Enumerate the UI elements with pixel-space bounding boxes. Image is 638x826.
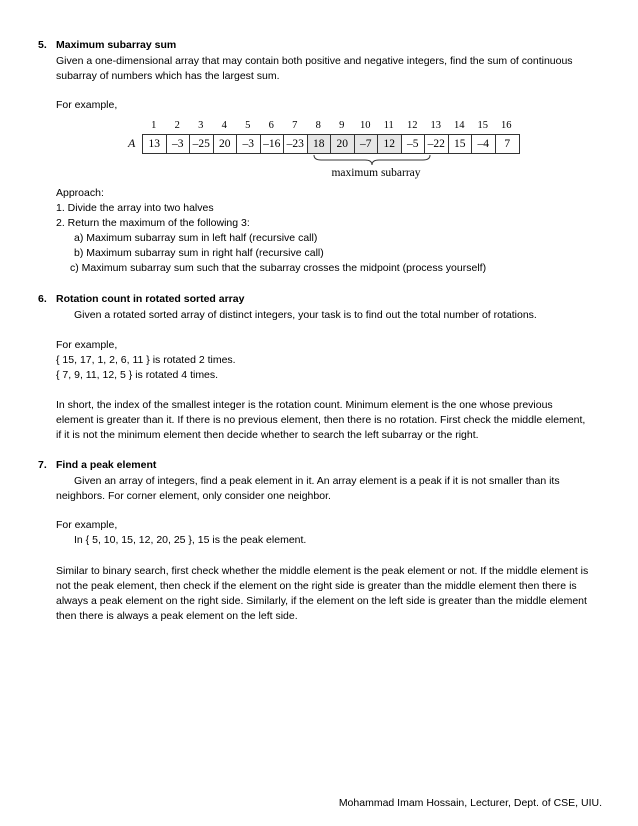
q6-note-line3: if it is not the minimum element then decide whether to search the left subarray or the right. bbox=[56, 429, 479, 441]
q6-note-line1: In short, the index of the smallest integer is the rotation count. Minimum element is the one whose previous bbox=[56, 399, 553, 411]
q7-desc-line2: neighbors. For corner element, only consider one neighbor. bbox=[56, 490, 331, 502]
array-index: 16 bbox=[501, 120, 512, 131]
q6-note bbox=[56, 398, 601, 443]
array-cell: 7 bbox=[496, 135, 520, 153]
array-index: 9 bbox=[339, 120, 345, 131]
array-cell: –7 bbox=[355, 135, 379, 153]
q7-note-line3: always a peak element on the right side. Similarly, if the element on the left side is greater than the middle element bbox=[56, 595, 587, 607]
q5-example-label: For example, bbox=[56, 99, 118, 111]
q5-description bbox=[56, 54, 601, 84]
brace-label: maximum subarray bbox=[331, 167, 421, 179]
q7-description bbox=[56, 474, 601, 504]
array-name: A bbox=[128, 136, 136, 150]
max-subarray-figure bbox=[128, 118, 528, 184]
q7-note-line2: not the peak element, then check if the element on the right side is greater than the middle element then there is bbox=[56, 580, 577, 592]
q5-desc-line1: Given a one-dimensional array that may contain both positive and negative integers, find the sum of continuous bbox=[56, 55, 573, 67]
q6-examples bbox=[56, 338, 601, 383]
q5-heading bbox=[38, 38, 608, 53]
array-cell: –4 bbox=[472, 135, 496, 153]
approach-step2b: b) Maximum subarray sum in right half (recursive call) bbox=[74, 247, 324, 259]
array-cell: 20 bbox=[331, 135, 355, 153]
q6-title: Rotation count in rotated sorted array bbox=[56, 293, 245, 305]
q5-title: Maximum subarray sum bbox=[56, 39, 177, 51]
array-cell: 18 bbox=[308, 135, 332, 153]
q5-number: 5. bbox=[38, 39, 47, 51]
q6-example-label: For example, bbox=[56, 339, 118, 351]
approach-label: Approach: bbox=[56, 187, 104, 199]
q6-example2: { 7, 9, 11, 12, 5 } is rotated 4 times. bbox=[56, 369, 219, 381]
array-cell: –22 bbox=[425, 135, 449, 153]
q7-note-line4: then there is always a peak element on the left side. bbox=[56, 610, 298, 622]
array-cell: 13 bbox=[143, 135, 167, 153]
q7-example1: In { 5, 10, 15, 12, 20, 25 }, 15 is the peak element. bbox=[74, 534, 307, 546]
array-index: 11 bbox=[383, 120, 394, 131]
q7-note-line1: Similar to binary search, first check whether the middle element is the peak element or not. If the middle element is bbox=[56, 565, 589, 577]
q6-example1: { 15, 17, 1, 2, 6, 11 } is rotated 2 times. bbox=[56, 354, 236, 366]
q5-approach bbox=[56, 186, 601, 276]
array-index: 4 bbox=[221, 120, 227, 131]
q7-desc-line1: Given an array of integers, find a peak element in it. An array element is a peak if it is not smaller than its bbox=[74, 475, 560, 487]
array-index: 12 bbox=[407, 120, 418, 131]
q7-title: Find a peak element bbox=[56, 459, 157, 471]
q5-desc-line2: subarray of numbers which has the largest sum. bbox=[56, 70, 280, 82]
approach-step1: 1. Divide the array into two halves bbox=[56, 202, 214, 214]
array-index: 5 bbox=[245, 120, 251, 131]
approach-step2c: c) Maximum subarray sum such that the subarray crosses the midpoint (process yourself) bbox=[70, 262, 487, 274]
array-indices bbox=[142, 118, 518, 133]
page-footer: Mohammad Imam Hossain, Lecturer, Dept. of CSE, UIU. bbox=[338, 797, 602, 809]
array-index: 6 bbox=[268, 120, 274, 131]
array-cell: –3 bbox=[167, 135, 191, 153]
array-index: 14 bbox=[454, 120, 465, 131]
array-cell: 15 bbox=[449, 135, 473, 153]
q7-number: 7. bbox=[38, 459, 47, 471]
array-index: 7 bbox=[292, 120, 298, 131]
array-cell: –5 bbox=[402, 135, 426, 153]
array-index: 2 bbox=[174, 120, 180, 131]
array-index: 15 bbox=[477, 120, 488, 131]
array-cell: –16 bbox=[261, 135, 285, 153]
array-index: 10 bbox=[360, 120, 371, 131]
array-cell: –25 bbox=[190, 135, 214, 153]
array-cell: –3 bbox=[237, 135, 261, 153]
q6-note-line2: element is greater than it. If there is no previous element, then there is no rotation. First check the middle element, bbox=[56, 414, 586, 426]
q7-examples bbox=[56, 518, 601, 548]
array-index: 8 bbox=[315, 120, 321, 131]
array-cells bbox=[142, 134, 520, 154]
brace-icon bbox=[313, 154, 431, 166]
q7-example-label: For example, bbox=[56, 519, 118, 531]
array-index: 3 bbox=[198, 120, 204, 131]
q6-heading bbox=[38, 292, 608, 307]
approach-step2a: a) Maximum subarray sum in left half (recursive call) bbox=[74, 232, 318, 244]
array-index: 1 bbox=[151, 120, 157, 131]
approach-step2: 2. Return the maximum of the following 3: bbox=[56, 217, 250, 229]
array-cell: 20 bbox=[214, 135, 238, 153]
q7-heading bbox=[38, 458, 608, 473]
q7-note bbox=[56, 564, 601, 624]
q6-number: 6. bbox=[38, 293, 47, 305]
q6-description: Given a rotated sorted array of distinct integers, your task is to find out the total number of rotations. bbox=[74, 309, 537, 321]
array-cell: –23 bbox=[284, 135, 308, 153]
array-index: 13 bbox=[430, 120, 441, 131]
array-cell: 12 bbox=[378, 135, 402, 153]
